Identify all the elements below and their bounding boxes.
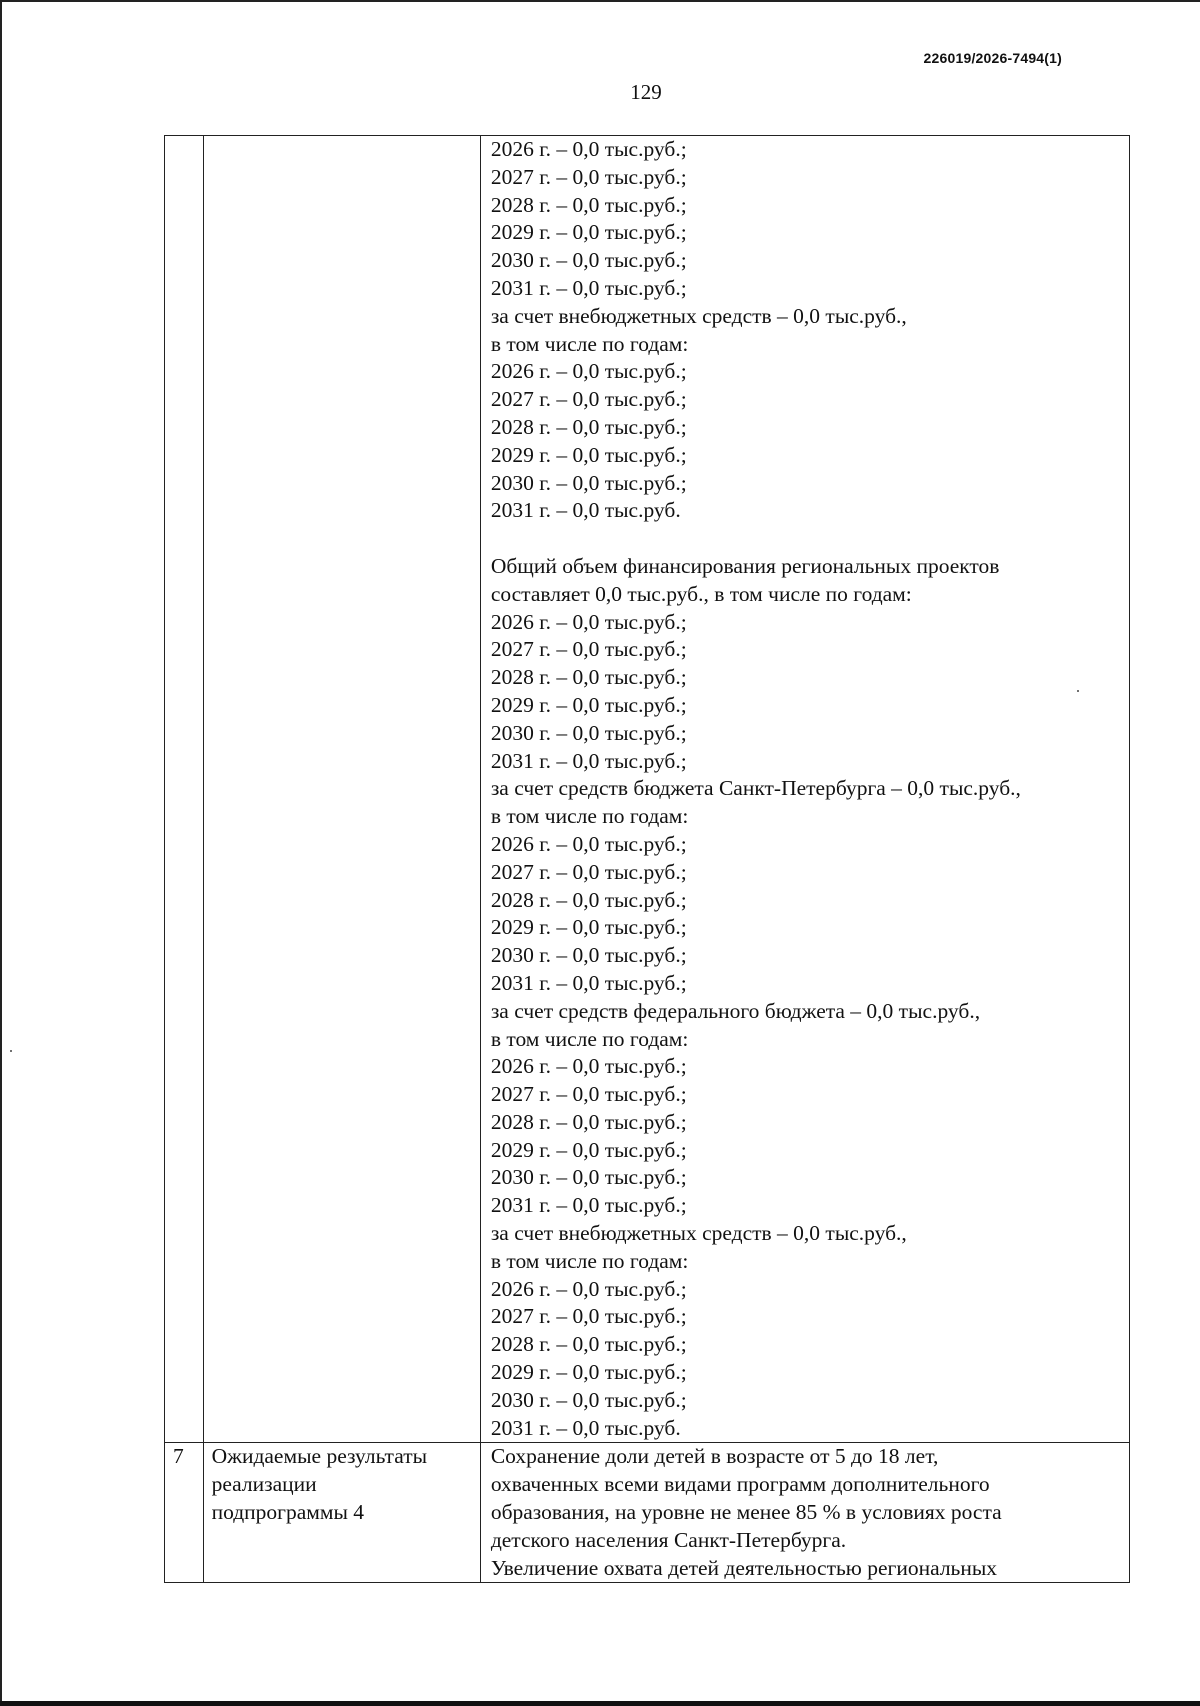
financing-line: 2026 г. – 0,0 тыс.руб.; — [490, 137, 687, 161]
expected-result-line: Сохранение доли детей в возрасте от 5 до 18 лет, — [490, 1444, 939, 1469]
row-number-cell — [165, 136, 204, 1443]
financing-line: 2030 г. – 0,0 тыс.руб.; — [490, 943, 687, 968]
financing-line: 2029 г. – 0,0 тыс.руб.; — [490, 1360, 687, 1385]
financing-line: составляет 0,0 тыс.руб., в том числе по годам: — [490, 581, 912, 606]
row-label-line: реализации — [211, 1472, 317, 1497]
financing-line: 2028 г. – 0,0 тыс.руб.; — [490, 887, 687, 912]
financing-line: Общий объем финансирования региональных проектов — [490, 553, 1000, 578]
page-number: 129 — [630, 80, 662, 104]
financing-line: в том числе по годам: — [490, 1026, 689, 1051]
row-number-cell: 7 — [165, 1443, 204, 1583]
financing-line: 2031 г. – 0,0 тыс.руб.; — [490, 748, 687, 773]
row-label-cell — [203, 1443, 480, 1583]
financing-line: 2026 г. – 0,0 тыс.руб.; — [490, 609, 687, 634]
financing-line: 2028 г. – 0,0 тыс.руб.; — [490, 414, 687, 439]
document-registration-number: 226019/2026-7494(1) — [923, 50, 1062, 66]
financing-line: 2031 г. – 0,0 тыс.руб.; — [490, 275, 687, 300]
financing-line: 2029 г. – 0,0 тыс.руб.; — [490, 1137, 687, 1162]
financing-line: за счет средств бюджета Санкт-Петербурга – 0,0 тыс.руб., — [490, 776, 1021, 801]
financing-line: 2030 г. – 0,0 тыс.руб.; — [490, 1387, 687, 1412]
financing-line: 2026 г. – 0,0 тыс.руб.; — [490, 1276, 687, 1301]
financing-line: 2027 г. – 0,0 тыс.руб.; — [490, 637, 687, 662]
financing-line: 2026 г. – 0,0 тыс.руб.; — [490, 359, 687, 384]
financing-line: 2028 г. – 0,0 тыс.руб.; — [490, 1332, 687, 1357]
financing-line: 2026 г. – 0,0 тыс.руб.; — [490, 831, 687, 856]
financing-line: 2031 г. – 0,0 тыс.руб. — [490, 1415, 681, 1440]
financing-line: 2030 г. – 0,0 тыс.руб.; — [490, 248, 687, 273]
financing-line: 2027 г. – 0,0 тыс.руб.; — [490, 164, 687, 189]
expected-result-line: детского населения Санкт-Петербурга. — [490, 1527, 847, 1552]
financing-line: 2028 г. – 0,0 тыс.руб.; — [490, 192, 687, 217]
financing-line: 2030 г. – 0,0 тыс.руб.; — [490, 720, 687, 745]
financing-line: 2031 г. – 0,0 тыс.руб. — [490, 498, 681, 523]
financing-line: 2030 г. – 0,0 тыс.руб.; — [490, 470, 687, 495]
expected-result-line: охваченных всеми видами программ дополнительного — [490, 1472, 990, 1497]
row-label-lines — [212, 1443, 472, 1526]
financing-line: 2031 г. – 0,0 тыс.руб.; — [490, 970, 687, 995]
financing-line: 2027 г. – 0,0 тыс.руб.; — [490, 1304, 687, 1329]
financing-line: 2028 г. – 0,0 тыс.руб.; — [490, 1109, 687, 1134]
scan-border-top — [0, 0, 1200, 2]
financing-line: 2027 г. – 0,0 тыс.руб.; — [490, 1082, 687, 1107]
financing-line: за счет внебюджетных средств – 0,0 тыс.руб., — [490, 1221, 907, 1246]
expected-results-cell — [480, 1443, 1129, 1583]
table-row-continued — [165, 136, 1130, 1443]
financing-line: 2029 г. – 0,0 тыс.руб.; — [490, 442, 687, 467]
financing-line: за счет средств федерального бюджета – 0,0 тыс.руб., — [490, 998, 981, 1023]
financing-line: 2029 г. – 0,0 тыс.руб.; — [490, 220, 687, 245]
financing-line: 2027 г. – 0,0 тыс.руб.; — [490, 387, 687, 412]
financing-line: в том числе по годам: — [490, 804, 689, 829]
financing-line: 2030 г. – 0,0 тыс.руб.; — [490, 1165, 687, 1190]
financing-line: 2031 г. – 0,0 тыс.руб.; — [490, 1193, 687, 1218]
financing-line — [491, 525, 1119, 553]
financing-line: за счет внебюджетных средств – 0,0 тыс.руб., — [490, 303, 907, 328]
financing-line: в том числе по годам: — [490, 1248, 689, 1273]
scan-border-left — [0, 0, 2, 1706]
financing-line: в том числе по годам: — [490, 331, 689, 356]
expected-results-lines — [491, 1443, 1119, 1582]
financing-line: 2027 г. – 0,0 тыс.руб.; — [490, 859, 687, 884]
row-label-line: Ожидаемые результаты — [211, 1444, 428, 1469]
financing-lines — [491, 136, 1119, 1442]
financing-line: 2026 г. – 0,0 тыс.руб.; — [490, 1054, 687, 1079]
passport-table — [164, 135, 1130, 1583]
financing-cell — [480, 136, 1129, 1443]
financing-line: 2028 г. – 0,0 тыс.руб.; — [490, 665, 687, 690]
financing-line: 2029 г. – 0,0 тыс.руб.; — [490, 692, 687, 717]
scan-border-bottom — [0, 1701, 1200, 1706]
row-label-cell — [203, 136, 480, 1443]
row-label-line: подпрограммы 4 — [211, 1500, 365, 1525]
scan-speck — [10, 1050, 12, 1052]
expected-result-line: образования, на уровне не менее 85 % в условиях роста — [490, 1500, 1002, 1525]
financing-line: 2029 г. – 0,0 тыс.руб.; — [490, 915, 687, 940]
expected-result-line: Увеличение охвата детей деятельностью региональных — [490, 1555, 998, 1580]
scan-speck — [1077, 690, 1079, 692]
table-row-7 — [165, 1443, 1130, 1583]
